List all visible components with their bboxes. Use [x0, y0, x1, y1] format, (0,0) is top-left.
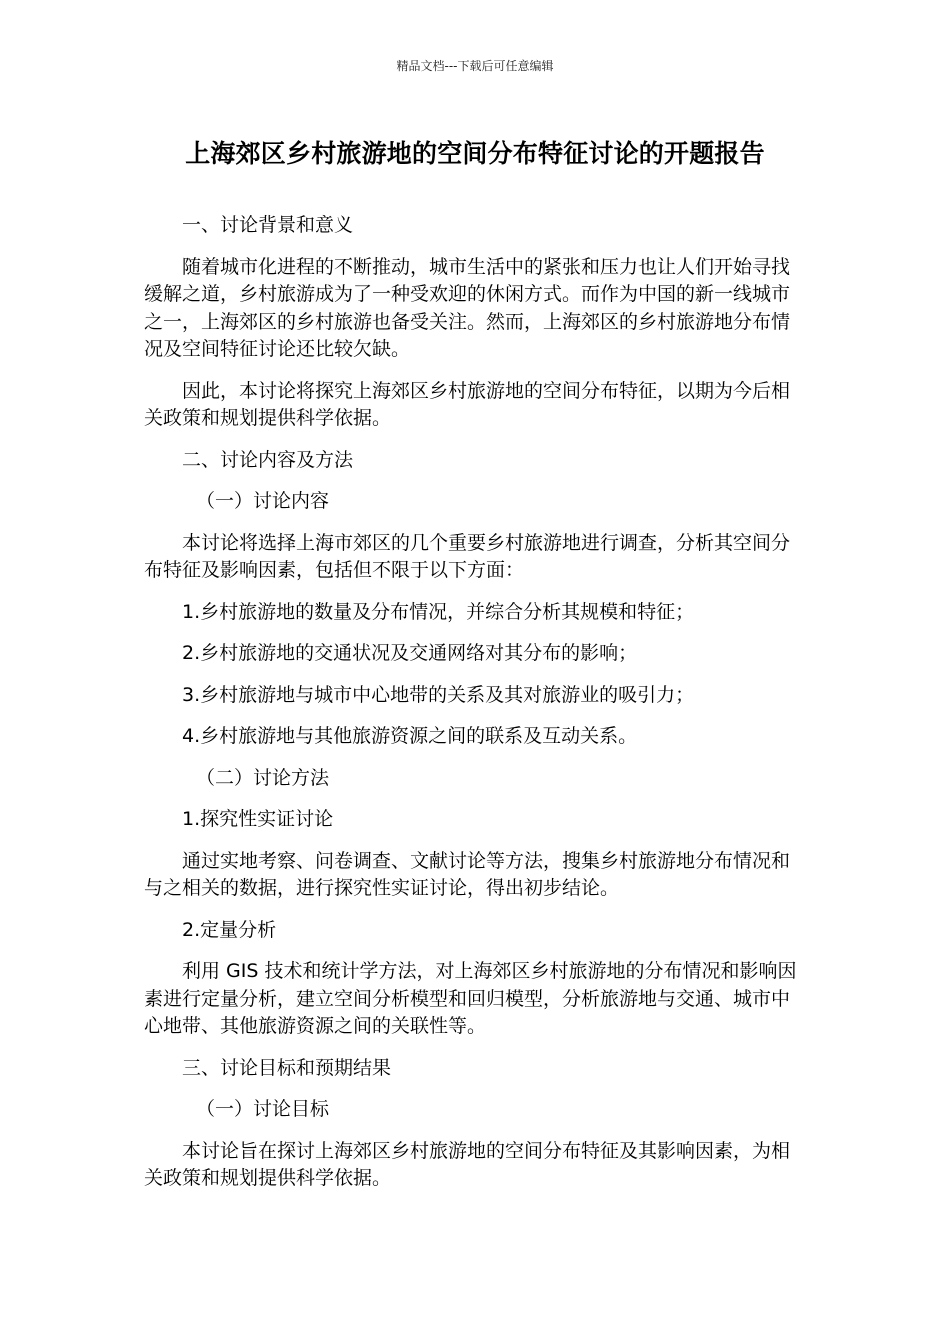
- section-heading: 二、讨论内容及方法: [182, 448, 354, 471]
- subsection-heading: （二）讨论方法: [196, 766, 330, 789]
- body-paragraph: 本讨论旨在探讨上海郊区乡村旅游地的空间分布特征及其影响因素，为相关政策和规划提供科学依据。: [144, 1139, 791, 1189]
- body-paragraph: 本讨论将选择上海市郊区的几个重要乡村旅游地进行调查，分析其空间分布特征及影响因素，包括但不限于以下方面：: [144, 531, 791, 581]
- method-heading: 2.定量分析: [182, 918, 277, 941]
- page-header: 精品文档---下载后可任意编辑: [396, 59, 554, 73]
- list-item: 2.乡村旅游地的交通状况及交通网络对其分布的影响；: [182, 642, 638, 664]
- section-heading: 一、讨论背景和意义: [182, 214, 354, 236]
- list-item: 3.乡村旅游地与城市中心地带的关系及其对旅游业的吸引力；: [182, 683, 695, 706]
- method-heading: 1.探究性实证讨论: [182, 808, 334, 830]
- subsection-heading: （一）讨论目标: [196, 1098, 330, 1120]
- section-heading: 三、讨论目标和预期结果: [182, 1056, 392, 1079]
- list-item: 4.乡村旅游地与其他旅游资源之间的联系及互动关系。: [182, 725, 638, 747]
- document-body: [144, 212, 804, 1207]
- body-paragraph: 因此，本讨论将探究上海郊区乡村旅游地的空间分布特征，以期为今后相关政策和规划提供科学依据。: [144, 379, 791, 429]
- document-title: 上海郊区乡村旅游地的空间分布特征讨论的开题报告: [185, 139, 765, 168]
- subsection-heading: （一）讨论内容: [196, 490, 330, 512]
- body-paragraph: 通过实地考察、问卷调查、文献讨论等方法，搜集乡村旅游地分布情况和与之相关的数据，进行探究性实证讨论，得出初步结论。: [144, 849, 791, 899]
- body-paragraph: 随着城市化进程的不断推动，城市生活中的紧张和压力也让人们开始寻找缓解之道，乡村旅游成为了一种受欢迎的休闲方式。而作为中国的新一线城市之一，上海郊区的乡村旅游也备受关注。然而，上海郊区的乡村旅游地分布情况及空间特征讨论还比较欠缺。: [144, 255, 791, 360]
- list-item: 1.乡村旅游地的数量及分布情况，并综合分析其规模和特征；: [182, 600, 695, 623]
- body-paragraph: 利用 GIS 技术和统计学方法，对上海郊区乡村旅游地的分布情况和影响因素进行定量分析，建立空间分析模型和回归模型，分析旅游地与交通、城市中心地带、其他旅游资源之间的关联性等。: [144, 960, 797, 1037]
